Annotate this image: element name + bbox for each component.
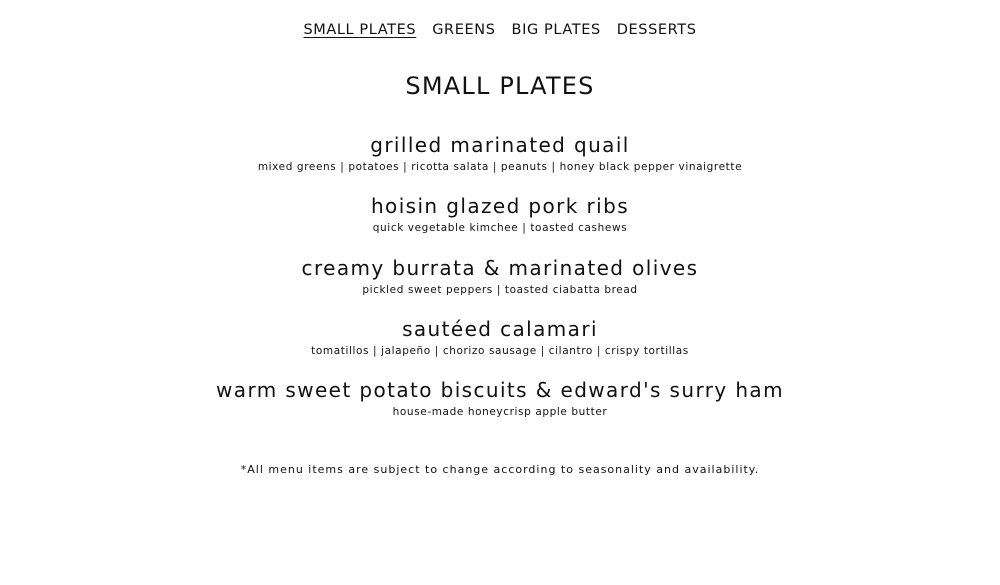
menu-item-description: house-made honeycrisp apple butter bbox=[392, 406, 608, 419]
menu-item bbox=[0, 131, 1000, 192]
menu-item bbox=[0, 254, 1000, 315]
menu-item bbox=[0, 315, 1000, 376]
nav-link-greens[interactable]: GREENS bbox=[432, 22, 496, 38]
menu-item bbox=[0, 192, 1000, 253]
menu-item-name: warm sweet potato biscuits & edward's surry ham bbox=[216, 378, 784, 403]
menu-item-name: creamy burrata & marinated olives bbox=[301, 255, 699, 280]
menu-item-description: mixed greens | potatoes | ricotta salata | peanuts | honey black pepper vinaigrette bbox=[257, 161, 743, 173]
menu-item-description: pickled sweet peppers | toasted ciabatta bread bbox=[362, 283, 638, 296]
nav-link-big-plates[interactable]: BIG PLATES bbox=[511, 22, 601, 38]
menu-category-nav bbox=[0, 20, 1000, 40]
menu-item bbox=[0, 376, 1000, 437]
nav-link-desserts[interactable]: DESSERTS bbox=[616, 22, 697, 38]
section-title: SMALL PLATES bbox=[405, 72, 595, 100]
menu-item-name: hoisin glazed pork ribs bbox=[370, 194, 630, 219]
menu-item-name: sautéed calamari bbox=[402, 316, 598, 341]
menu-item-name: grilled marinated quail bbox=[370, 133, 630, 157]
disclaimer-text: *All menu items are subject to change according to seasonality and availability. bbox=[240, 463, 760, 476]
nav-link-small-plates[interactable]: SMALL PLATES bbox=[303, 22, 417, 38]
menu-item-description: tomatillos | jalapeño | chorizo sausage | cilantro | crispy tortillas bbox=[311, 344, 689, 357]
menu-item-list bbox=[0, 131, 1000, 437]
menu-item-description: quick vegetable kimchee | toasted cashews bbox=[372, 222, 628, 235]
